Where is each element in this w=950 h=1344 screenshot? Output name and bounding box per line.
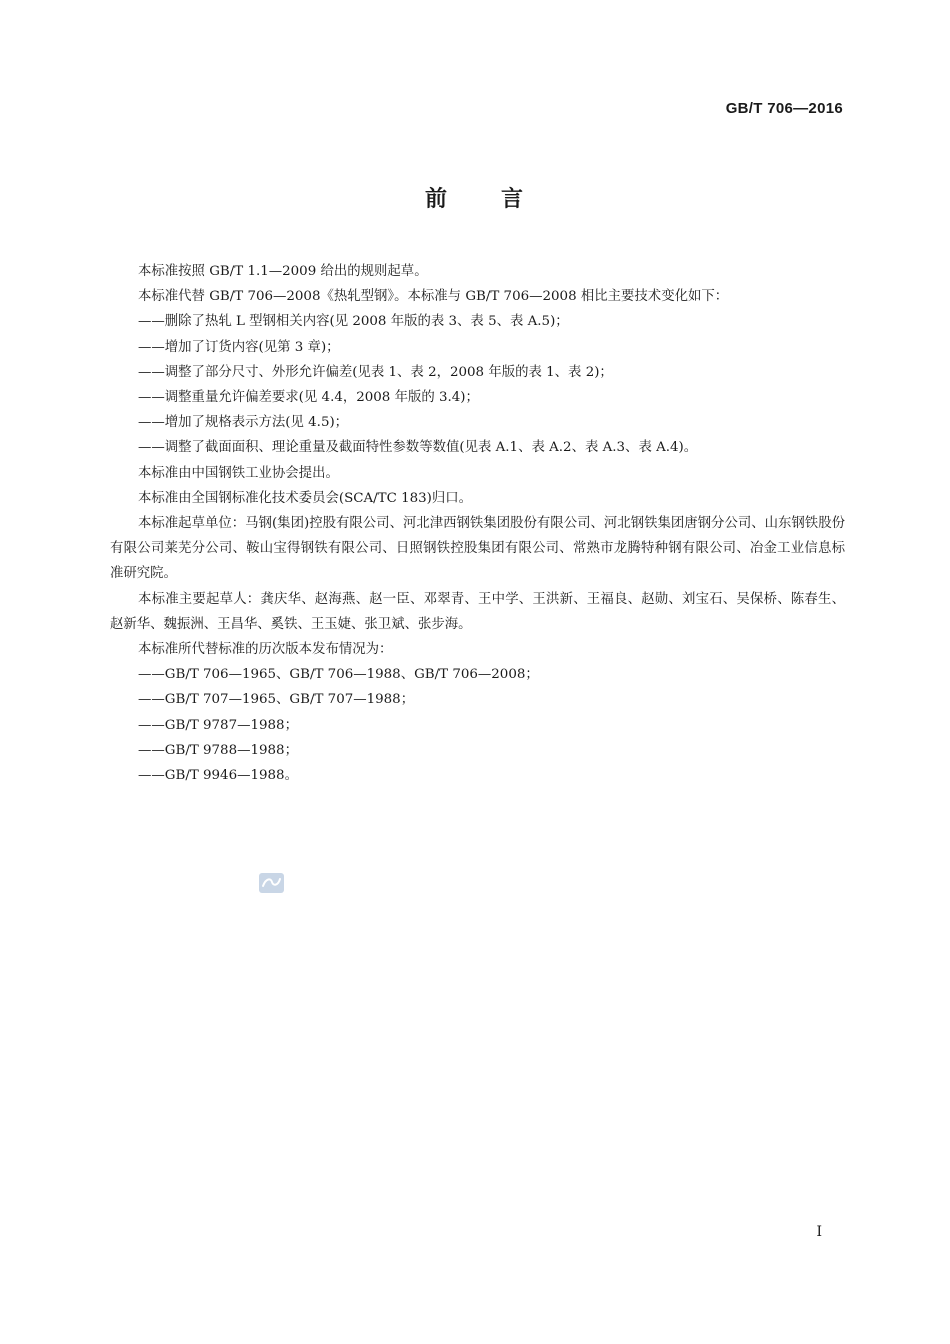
standard-code: GB/T 706—2016 bbox=[725, 100, 843, 117]
paragraph-proposed-by: 本标准由中国钢铁工业协会提出。 bbox=[138, 465, 339, 481]
history-item: ——GB/T 9946—1988。 bbox=[138, 768, 298, 784]
paragraph-drafters: 本标准主要起草人：龚庆华、赵海燕、赵一臣、邓翠青、王中学、王洪新、王福良、赵勋、刘宝石、吴保桥、陈春生、赵新华、魏振洲、王昌华、奚铁、王玉婕、张卫斌、张步海。 bbox=[110, 591, 845, 632]
sac-logo-icon bbox=[259, 873, 284, 893]
change-item: ——增加了订货内容(见第 3 章)； bbox=[138, 339, 340, 355]
change-item: ——调整了部分尺寸、外形允许偏差(见表 1、表 2，2008 年版的表 1、表 2)； bbox=[138, 364, 613, 380]
change-item: ——调整了截面面积、理论重量及截面特性参数等数值(见表 A.1、表 A.2、表 A.3、表 A.4)。 bbox=[138, 440, 698, 456]
paragraph-drafting-units: 本标准起草单位：马钢(集团)控股有限公司、河北津西钢铁集团股份有限公司、河北钢铁集团唐钢分公司、山东钢铁股份有限公司莱芜分公司、鞍山宝得钢铁有限公司、日照钢铁控股集团有限公司、常熟市龙腾特种钢有限公司、冶金工业信息标准研究院。 bbox=[110, 516, 845, 582]
change-item: ——调整重量允许偏差要求(见 4.4，2008 年版的 3.4)； bbox=[138, 390, 479, 406]
paragraph-replaces: 本标准代替 GB/T 706—2008《热轧型钢》。本标准与 GB/T 706—2008 相比主要技术变化如下： bbox=[138, 289, 729, 305]
foreword-body bbox=[110, 259, 845, 788]
history-item: ——GB/T 706—1965、GB/T 706—1988、GB/T 706—2008； bbox=[138, 667, 539, 683]
history-item: ——GB/T 9787—1988； bbox=[138, 717, 298, 733]
history-item: ——GB/T 707—1965、GB/T 707—1988； bbox=[138, 692, 415, 708]
paragraph-history-intro: 本标准所代替标准的历次版本发布情况为： bbox=[138, 642, 393, 658]
paragraph-drafting-rules: 本标准按照 GB/T 1.1—2009 给出的规则起草。 bbox=[138, 264, 428, 279]
page-number: I bbox=[816, 1224, 822, 1240]
title-char-1: 前 bbox=[424, 187, 449, 212]
page-title bbox=[0, 182, 950, 213]
paragraph-administered-by: 本标准由全国钢标准化技术委员会(SCA/TC 183)归口。 bbox=[138, 490, 473, 506]
title-char-2: 言 bbox=[501, 187, 526, 212]
change-item: ——增加了规格表示方法(见 4.5)； bbox=[138, 415, 349, 431]
history-item: ——GB/T 9788—1988； bbox=[138, 742, 298, 758]
change-item: ——删除了热轧 L 型钢相关内容(见 2008 年版的表 3、表 5、表 A.5)； bbox=[138, 314, 569, 330]
